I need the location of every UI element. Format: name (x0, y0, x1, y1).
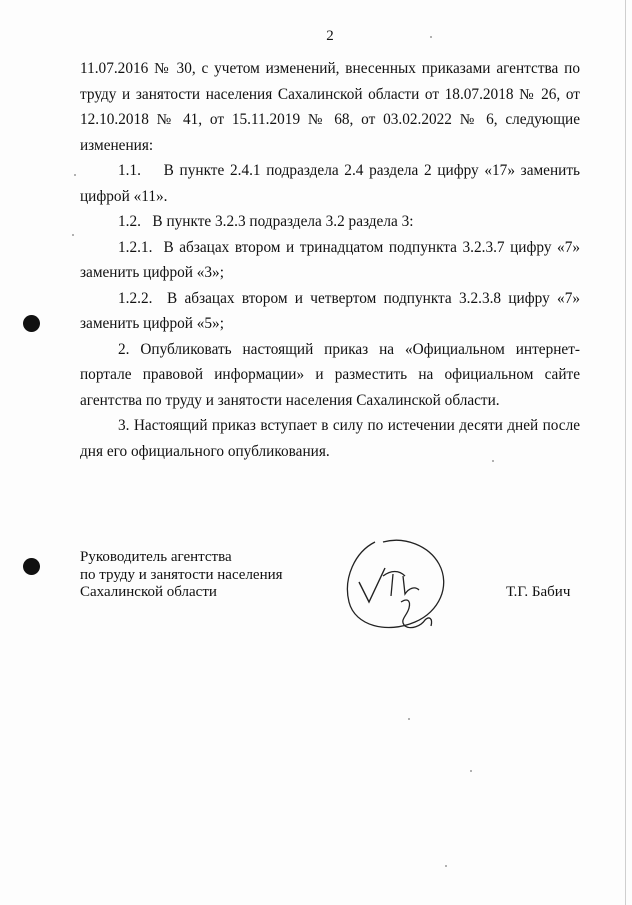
scan-speck (72, 234, 74, 236)
paragraph-intro: 11.07.2016 № 30, с учетом изменений, внесенных приказами агентства по труду и занятости населения Сахалинской области от 18.07.2018 № 26, от 12.10.2018 № 41, от 15.11.2019 № 68, от 03.02.2022 № 6, следующие изменения: (80, 60, 580, 154)
paragraph-1-2-1: 1.2.1. В абзацах втором и тринадцатом подпункта 3.2.3.7 цифру «7» заменить цифрой «3»; (80, 238, 580, 281)
handwritten-signature (335, 530, 455, 640)
scan-speck (74, 174, 76, 176)
scan-speck (492, 460, 494, 462)
paragraph-1-2-2: 1.2.2. В абзацах втором и четвертом подпункта 3.2.3.8 цифру «7» заменить цифрой «5»; (80, 289, 580, 332)
signatory-title-line-1: Руководитель агентства (80, 549, 232, 565)
punch-hole-top (23, 315, 40, 332)
scan-speck (430, 36, 432, 38)
scan-speck (470, 770, 472, 772)
signatory-name: Т.Г. Бабич (506, 584, 571, 600)
punch-hole-bottom (23, 558, 40, 575)
page-number: 2 (326, 28, 334, 44)
paragraph-1-1: 1.1. В пункте 2.4.1 подраздела 2.4 раздела 2 цифру «17» заменить цифрой «11». (80, 162, 580, 205)
paragraph-1-2: 1.2. В пункте 3.2.3 подраздела 3.2 раздела 3: (118, 213, 414, 230)
scan-speck (408, 718, 410, 720)
signatory-title-line-2: по труду и занятости населения (80, 566, 283, 583)
document-body (80, 56, 580, 464)
signatory-title (80, 549, 283, 602)
signatory-title-line-3: Сахалинской области (80, 584, 217, 600)
scan-speck (445, 865, 447, 867)
paragraph-2: 2. Опубликовать настоящий приказ на «Официальном интернет-портале правовой информации» и разместить на официальном сайте агентства по труду и занятости населения Сахалинской области. (80, 340, 580, 409)
paragraph-3: 3. Настоящий приказ вступает в силу по истечении десяти дней после дня его официального опубликования. (80, 417, 580, 460)
page-edge-line (625, 0, 626, 905)
